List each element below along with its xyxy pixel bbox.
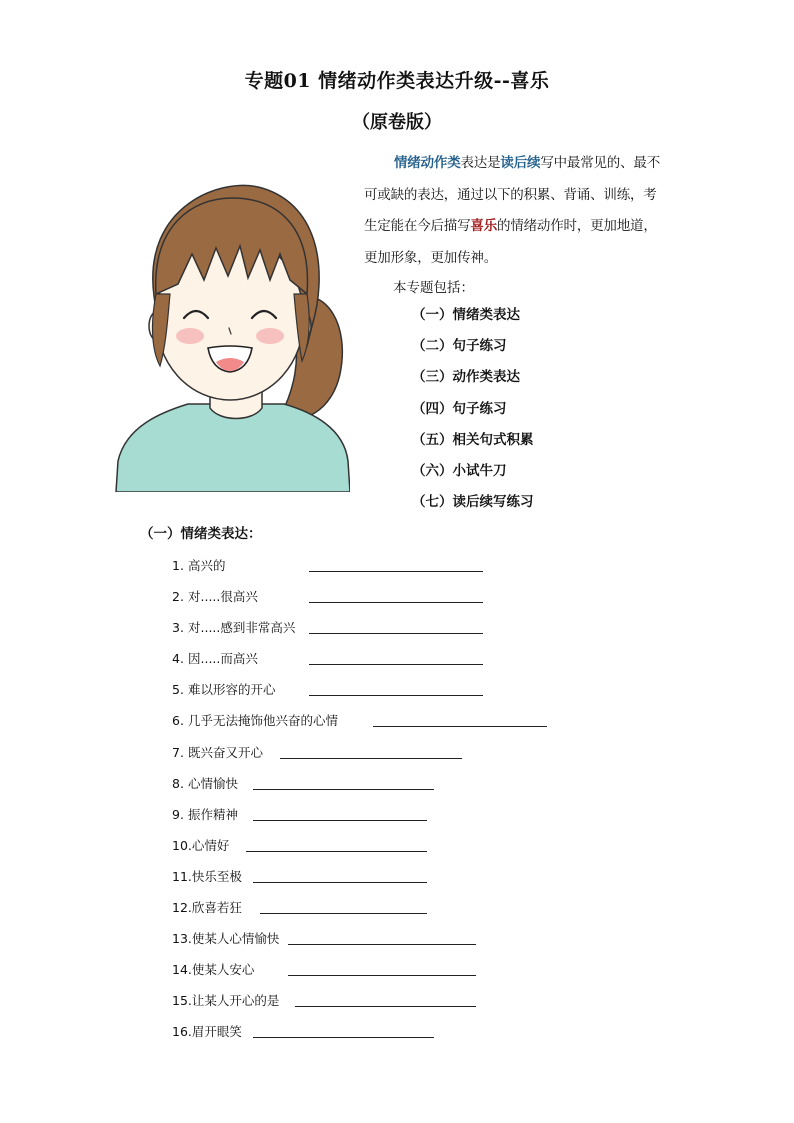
toc-item: （三）动作类表达 <box>412 369 520 386</box>
includes-label: 本专题包括： <box>393 280 474 296</box>
topic-contents-list <box>412 302 534 520</box>
exercise-item: 1. 高兴的 <box>172 555 338 586</box>
answer-blank[interactable] <box>253 820 427 821</box>
page-subtitle: （原卷版） <box>352 112 442 133</box>
toc-item: （七）读后续写练习 <box>412 494 534 511</box>
answer-blank[interactable] <box>280 758 462 759</box>
exercise-item: 5. 难以形容的开心 <box>172 679 338 710</box>
girl-illustration <box>112 176 350 492</box>
exercise-list <box>172 555 338 1053</box>
exercise-item: 6. 几乎无法掩饰他兴奋的心情 <box>172 710 338 741</box>
exercise-item: 4. 因.....而高兴 <box>172 648 338 679</box>
exercise-item: 9. 振作精神 <box>172 804 338 835</box>
exercise-item: 13.使某人心情愉快 <box>172 928 338 959</box>
toc-item: （一）情绪类表达 <box>412 307 520 323</box>
toc-item: （二）句子练习 <box>412 338 507 355</box>
answer-blank[interactable] <box>246 851 427 852</box>
exercise-item: 16.眉开眼笑 <box>172 1021 338 1052</box>
answer-blank[interactable] <box>309 633 483 634</box>
exercise-item: 15.让某人开心的是 <box>172 990 338 1021</box>
page-title: 专题01 情绪动作类表达升级--喜乐 <box>244 70 550 92</box>
answer-blank[interactable] <box>253 1037 434 1038</box>
intro-paragraph: 情绪动作类表达是读后续写中最常见的、最不可或缺的表达，通过以下的积累、背诵、训练，考生定能在今后描写喜乐的情绪动作时，更加地道，更加形象，更加传神。 <box>364 155 661 266</box>
exercise-item: 14.使某人安心 <box>172 959 338 990</box>
answer-blank[interactable] <box>253 789 434 790</box>
exercise-item: 2. 对.....很高兴 <box>172 586 338 617</box>
section-heading: （一）情绪类表达： <box>140 526 262 542</box>
exercise-item: 3. 对.....感到非常高兴 <box>172 617 338 648</box>
exercise-item: 8. 心情愉快 <box>172 773 338 804</box>
keyword-continuation-writing: 读后续 <box>500 155 541 171</box>
answer-blank[interactable] <box>253 882 427 883</box>
keyword-joy: 喜乐 <box>470 218 498 234</box>
toc-item: （五）相关句式积累 <box>412 431 534 448</box>
answer-blank[interactable] <box>309 664 483 665</box>
toc-item: （六）小试牛刀 <box>412 462 507 479</box>
answer-blank[interactable] <box>309 695 483 696</box>
answer-blank[interactable] <box>309 602 483 603</box>
exercise-item: 11.快乐至极 <box>172 866 338 897</box>
exercise-item: 7. 既兴奋又开心 <box>172 742 338 773</box>
exercise-item: 12.欣喜若狂 <box>172 897 338 928</box>
keyword-emotion-action: 情绪动作类 <box>394 155 461 171</box>
answer-blank[interactable] <box>373 726 547 727</box>
answer-blank[interactable] <box>288 944 476 945</box>
answer-blank[interactable] <box>260 913 427 914</box>
answer-blank[interactable] <box>295 1006 476 1007</box>
toc-item: （四）句子练习 <box>412 400 507 417</box>
answer-blank[interactable] <box>309 571 483 572</box>
answer-blank[interactable] <box>288 975 476 976</box>
exercise-item: 10.心情好 <box>172 835 338 866</box>
